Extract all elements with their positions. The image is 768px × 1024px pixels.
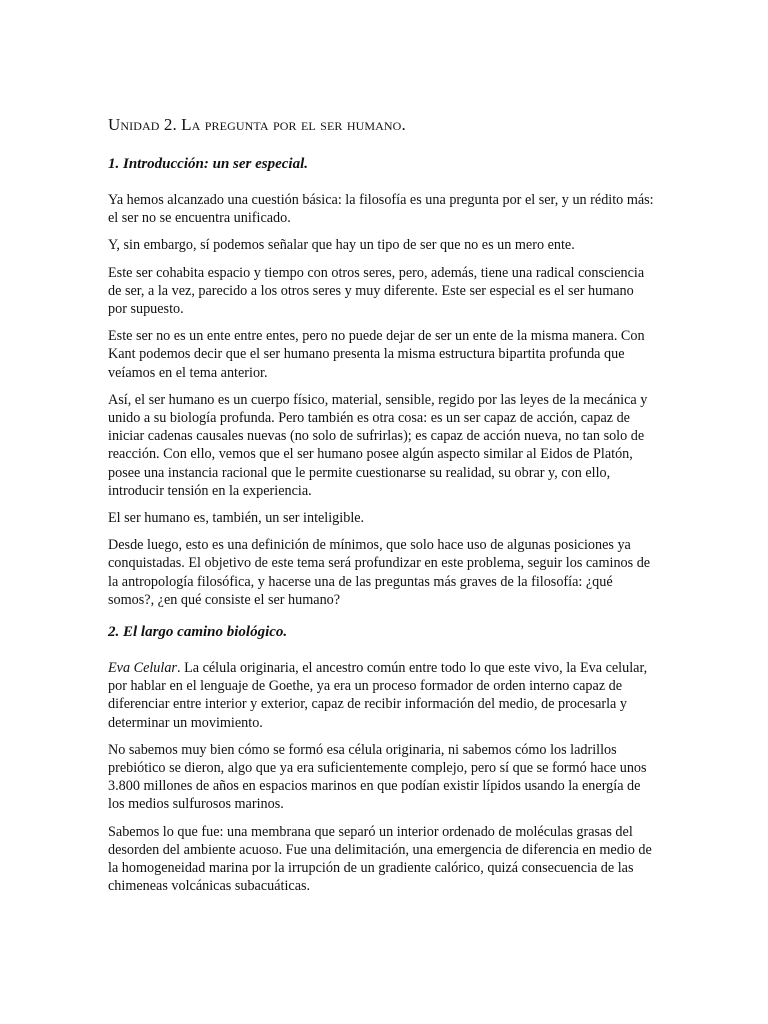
document-page — [108, 114, 654, 905]
paragraph: Sabemos lo que fue: una membrana que separó un interior ordenado de moléculas grasas del desorden del ambiente acuoso. Fue una delimitación, una emergencia de diferencia en medio de la homogeneidad marina por la irrupción de un gradiente calórico, quizá consecuencia de las chimeneas volcánicas subacuáticas. — [108, 823, 652, 895]
paragraph-text: . La célula originaria, el ancestro común entre todo lo que este vivo, la Eva celular, por hablar en el lenguaje de Goethe, ya era un proceso formador de orden interno capaz de diferenciar entre interior y exterior, capaz de recibir información del medio, de procesarla y determinar un movimiento. — [108, 660, 648, 731]
paragraph: Desde luego, esto es una definición de mínimos, que solo hace uso de algunas posiciones ya conquistadas. El objetivo de este tema será profundizar en este problema, seguir los caminos de la antropología filosófica, y hacerse una de las preguntas más graves de la filosofía: ¿qué somos?, ¿en qué consiste el ser humano? — [108, 537, 651, 608]
paragraph-eva-celular — [108, 659, 654, 732]
paragraph: No sabemos muy bien cómo se formó esa célula originaria, ni sabemos cómo los ladrillos prebiótico se dieron, algo que ya era suficientemente complejo, pero sí que se formó hace unos 3.800 millones de años en espacios marinos en que podían existir lípidos usando la energía de los medios sulfurosos marinos. — [108, 741, 647, 813]
section-heading-introduccion: 1. Introducción: un ser especial. — [108, 156, 309, 172]
section-camino-biologico — [108, 622, 654, 895]
section-introduccion — [108, 154, 654, 609]
paragraph: Y, sin embargo, sí podemos señalar que hay un tipo de ser que no es un mero ente. — [108, 237, 575, 254]
paragraph: Este ser cohabita espacio y tiempo con otros seres, pero, además, tiene una radical consciencia de ser, a la vez, parecido a los otros seres y muy diferente. Este ser especial es el ser humano por supuesto. — [108, 264, 645, 318]
section-heading-camino-biologico: 2. El largo camino biológico. — [108, 624, 288, 641]
unit-title: Unidad 2. La pregunta por el ser humano. — [108, 115, 406, 134]
paragraph: Este ser no es un ente entre entes, pero no puede dejar de ser un ente de la misma manera. Con Kant podemos decir que el ser humano presenta la misma estructura bipartita profunda que veíamos en el tema anterior. — [108, 328, 645, 381]
paragraph: El ser humano es, también, un ser inteligible. — [108, 510, 365, 527]
paragraph: Así, el ser humano es un cuerpo físico, material, sensible, regido por las leyes de la mecánica y unido a su biología profunda. Pero también es otra cosa: es un ser capaz de acción, capaz de iniciar cadenas causales nuevas (no solo de sufrirlas); es capaz de acción nueva, no tan solo de reacción. Con ello, vemos que el ser humano posee algún aspecto similar al Eidos de Platón, posee una instancia racional que le permite cuestionarse su realidad, su obrar y, con ello, introducir tensión en la experiencia. — [108, 391, 648, 499]
lead-term: Eva Celular — [108, 660, 177, 677]
paragraph: Ya hemos alcanzado una cuestión básica: la filosofía es una pregunta por el ser, y un rédito más: el ser no se encuentra unificado. — [108, 192, 654, 227]
